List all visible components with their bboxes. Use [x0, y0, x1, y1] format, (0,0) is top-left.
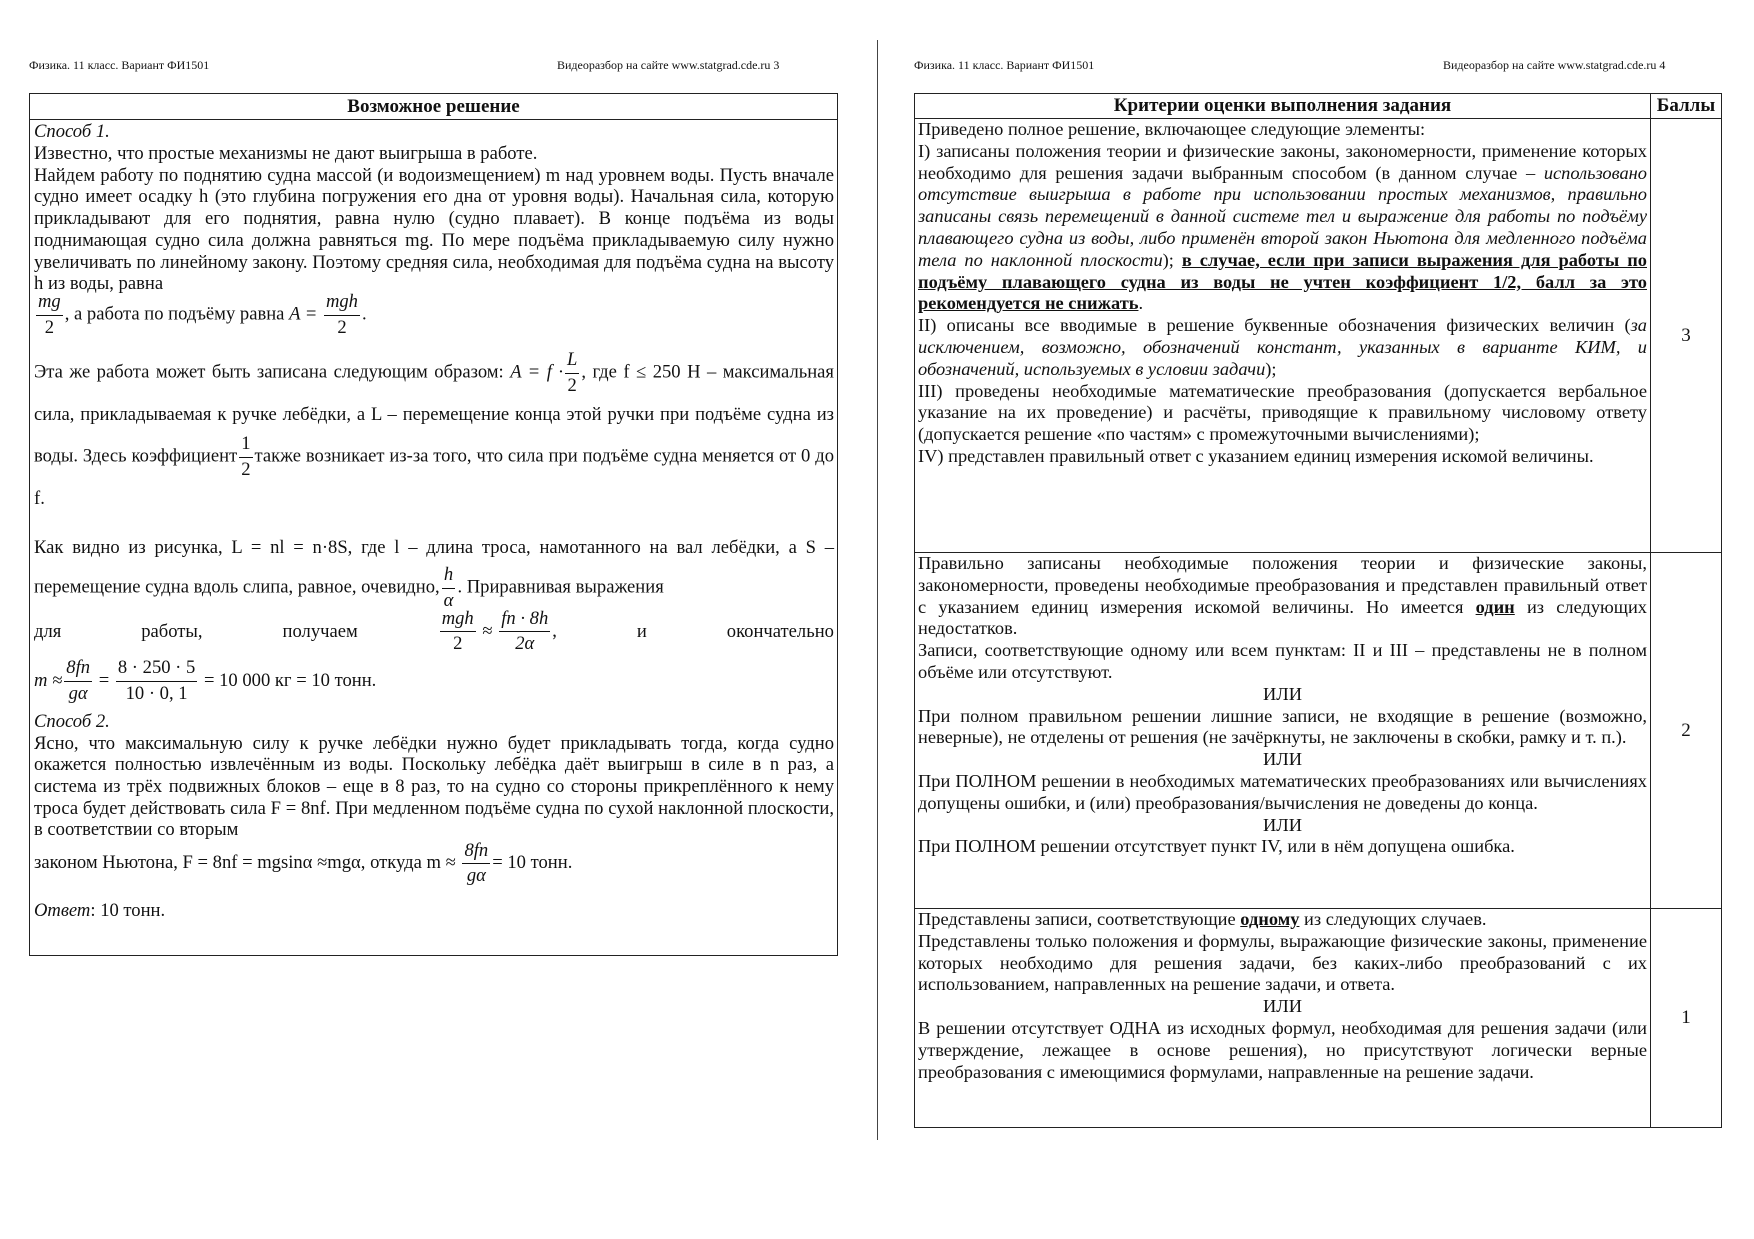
criteria-row-3-score: 3 — [1651, 119, 1722, 553]
method2-title: Способ 2. — [34, 710, 110, 732]
fraction-mgh-over-2-b: $\frac{\text{mgh}}{2}$ — [441, 607, 474, 655]
criteria-column-header: Критерии оценки выполнения задания — [915, 94, 1651, 119]
method1-paragraph-3: Эта же работа может быть записана следующим образом: A = f · $\frac{L}{2}$ , где f ≤ 250 Н – максимальная сила, прикладываемая к ручке лебёдки, а L – перемещение конца этой ручки при подъёме судна из воды. Здесь коэффициент $\frac{1}{2}$ также возникает из-за того, что сила при подъёме судна меняется от 0 до f. — [34, 349, 834, 510]
page-divider — [877, 40, 878, 1140]
criteria-row-3-text: Приведено полное решение, включающее следующие элементы: I) записаны положения теории и физические законы, закономерности, применение которых необходимо для решения задачи выбранным способом (в данном случае – использовано отсутствие выигрыша в работе при использовании простых механизмов, правильно записаны связь перемещений в данной системе тел и выражение для работы по подъёму плавающего судна из воды, либо применён второй закон Ньютона для медленного подъёма тела по наклонной плоскости); в случае, если при записи выражения для работы по подъёму плавающего судна из воды не учтен коэффициент 1/2, балл за это рекомендуется не снижать. II) описаны все вводимые в решение буквенные обозначения физических величин (за исключением, возможно, обозначений констант, указанных в варианте КИМ, и обозначений, используемых в условии задачи); III) проведены необходимые математические преобразования (допускается вербальное указание на их проведение) и расчёты, приводящие к правильному числовому ответу (допускается решение «по частям» с промежуточными вычислениями); IV) представлен правильный ответ с указанием единиц измерения искомой величины. — [915, 119, 1651, 553]
fraction-mgh-over-2: $\frac{\text{mgh}}{2}$ — [325, 290, 358, 338]
solution-body — [30, 121, 837, 922]
method2-paragraph-2: законом Ньютона, F = 8nf = mgsinα ≈mgα, откуда m ≈ $\frac{8fn}{g\alpha}$ = 10 тонн. — [34, 839, 573, 887]
criteria-row-1-text: Представлены записи, соответствующие одному из следующих случаев. Представлены только положения и формулы, выражающие физические законы, применение которых необходимо для решения задачи, без каких-либо преобразований с их использованием, направленных на решение задачи, и ответа. ИЛИ В решении отсутствует ОДНА из исходных формул, необходимая для решения задачи (или утверждение, лежащее в основе решения), но присутствуют логически верные преобразования с имеющимися формулами, направленные на решение задачи. — [915, 909, 1651, 1128]
criteria-row-1 — [915, 909, 1722, 1128]
method1-final-calculation: m ≈ $\frac{8fn}{g\alpha}$ = $\frac{8 \cdot 250 \cdot 5}{10 \cdot 0, 1}$ = 10 000 кг = 10 тонн. — [34, 657, 377, 704]
answer-line: Ответ: 10 тонн. — [34, 900, 166, 922]
fraction-mg-over-2: $\frac{mg}{2}$ — [38, 290, 61, 338]
criteria-row-2-score: 2 — [1651, 553, 1722, 909]
or-separator: ИЛИ — [1262, 996, 1303, 1017]
criteria-row-2-text: Правильно записаны необходимые положения теории и физические законы, закономерности, проведены необходимые преобразования и представлен правильный ответ с указанием единиц измерения искомой величины. Но имеется один из следующих недостатков. Записи, соответствующие одному или всем пунктам: II и III – представлены не в полном объёме или отсутствуют. ИЛИ При полном правильном решении лишние записи, не входящие в решение (возможно, неверные), не отделены от решения (не зачёркнуты, не заключены в скобки, рамку и т. п.). ИЛИ При ПОЛНОМ решении в необходимых математических преобразованиях или вычислениях допущены ошибки, и (или) преобразования/вычисления не доведены до конца. ИЛИ При ПОЛНОМ решении отсутствует пункт IV, или в нём допущена ошибка. — [915, 553, 1651, 909]
criteria-table — [914, 93, 1722, 1128]
method1-paragraph-4: Как видно из рисунка, L = nl = n·8S, где l – длина троса, намотанного на вал лебёдки, а S – перемещение судна вдоль слипа, равное, очевидно, $\frac{h}{\alpha}$ . Приравнивая выражения — [34, 537, 834, 612]
or-separator: ИЛИ — [1262, 749, 1303, 770]
fraction-fn8h-over-2alpha: $\frac{fn \cdot 8h}{2\alpha}$ — [501, 607, 549, 655]
fraction-numeric-calc: $\frac{8 \cdot 250 \cdot 5}{10 \cdot 0, 1}$ — [117, 657, 196, 704]
fraction-8fn-over-galpha: $\frac{8fn}{g\alpha}$ — [66, 657, 91, 704]
left-header-title: Физика. 11 класс. Вариант ФИ1501 — [29, 58, 210, 72]
method1-paragraph-2: Найдем работу по поднятию судна массой (и водоизмещением) m над уровнем воды. Пусть вначале судно имеет осадку h (это глубина погружения его дна от уровня воды). Начальная сила, которую прикладывают для его поднятия, равна нулю (судно плавает). В конце подъёма из воды поднимающая судно сила должна равняться mg. По мере подъёма прикладываемую силу нужно увеличивать по линейному закону. Поэтому средняя сила, необходимая для подъёма судна на высоту h из воды, равна — [34, 164, 834, 295]
left-header-video-link[interactable]: Видеоразбор на сайте www.statgrad.cde.ru 3 — [557, 58, 780, 72]
criteria-header-row — [915, 94, 1722, 119]
fraction-h-over-alpha: $\frac{h}{\alpha}$ — [443, 564, 454, 612]
method1-average-force-line: $\frac{mg}{2}$ , а работа по подъёму равна A = $\frac{\text{mgh}}{2}$ . — [38, 290, 367, 338]
points-column-header: Баллы — [1651, 94, 1722, 119]
solution-box — [29, 93, 838, 956]
method1-title: Способ 1. — [34, 121, 110, 142]
or-separator: ИЛИ — [1262, 683, 1303, 704]
method2-paragraph-1: Ясно, что максимальную силу к ручке лебёдки нужно будет прикладывать тогда, когда судно окажется полностью извлечённым из воды. Поскольку лебёдка даёт выигрыш в силе в n раз, а система из трёх подвижных блоков – еще в 8 раз, то на судно со стороны прикреплённого к нему троса будет действовать сила F = 8nf. При медленном подъёме судна по сухой наклонной плоскости, в соответствии со вторым — [34, 732, 834, 841]
right-header-video-link[interactable]: Видеоразбор на сайте www.statgrad.cde.ru 4 — [1443, 58, 1666, 72]
criteria-row-1-score: 1 — [1651, 909, 1722, 1128]
fraction-L-over-2: $\frac{L}{2}$ — [567, 349, 578, 396]
solution-title: Возможное решение — [30, 94, 837, 120]
fraction-8fn-over-galpha-b: $\frac{8fn}{g\alpha}$ — [464, 839, 489, 887]
criteria-row-3 — [915, 119, 1722, 553]
or-separator: ИЛИ — [1262, 814, 1303, 835]
method1-equating-line: для работы, получаем $\frac{\text{mgh}}{2}$ ≈ $\frac{fn \cdot 8h}{2\alpha}$ , и окончательно — [34, 607, 834, 655]
fraction-1-over-2: $\frac{1}{2}$ — [241, 433, 251, 480]
criteria-row-2 — [915, 553, 1722, 909]
right-header-title: Физика. 11 класс. Вариант ФИ1501 — [914, 58, 1095, 72]
method1-paragraph-1: Известно, что простые механизмы не дают выигрыша в работе. — [34, 143, 538, 164]
